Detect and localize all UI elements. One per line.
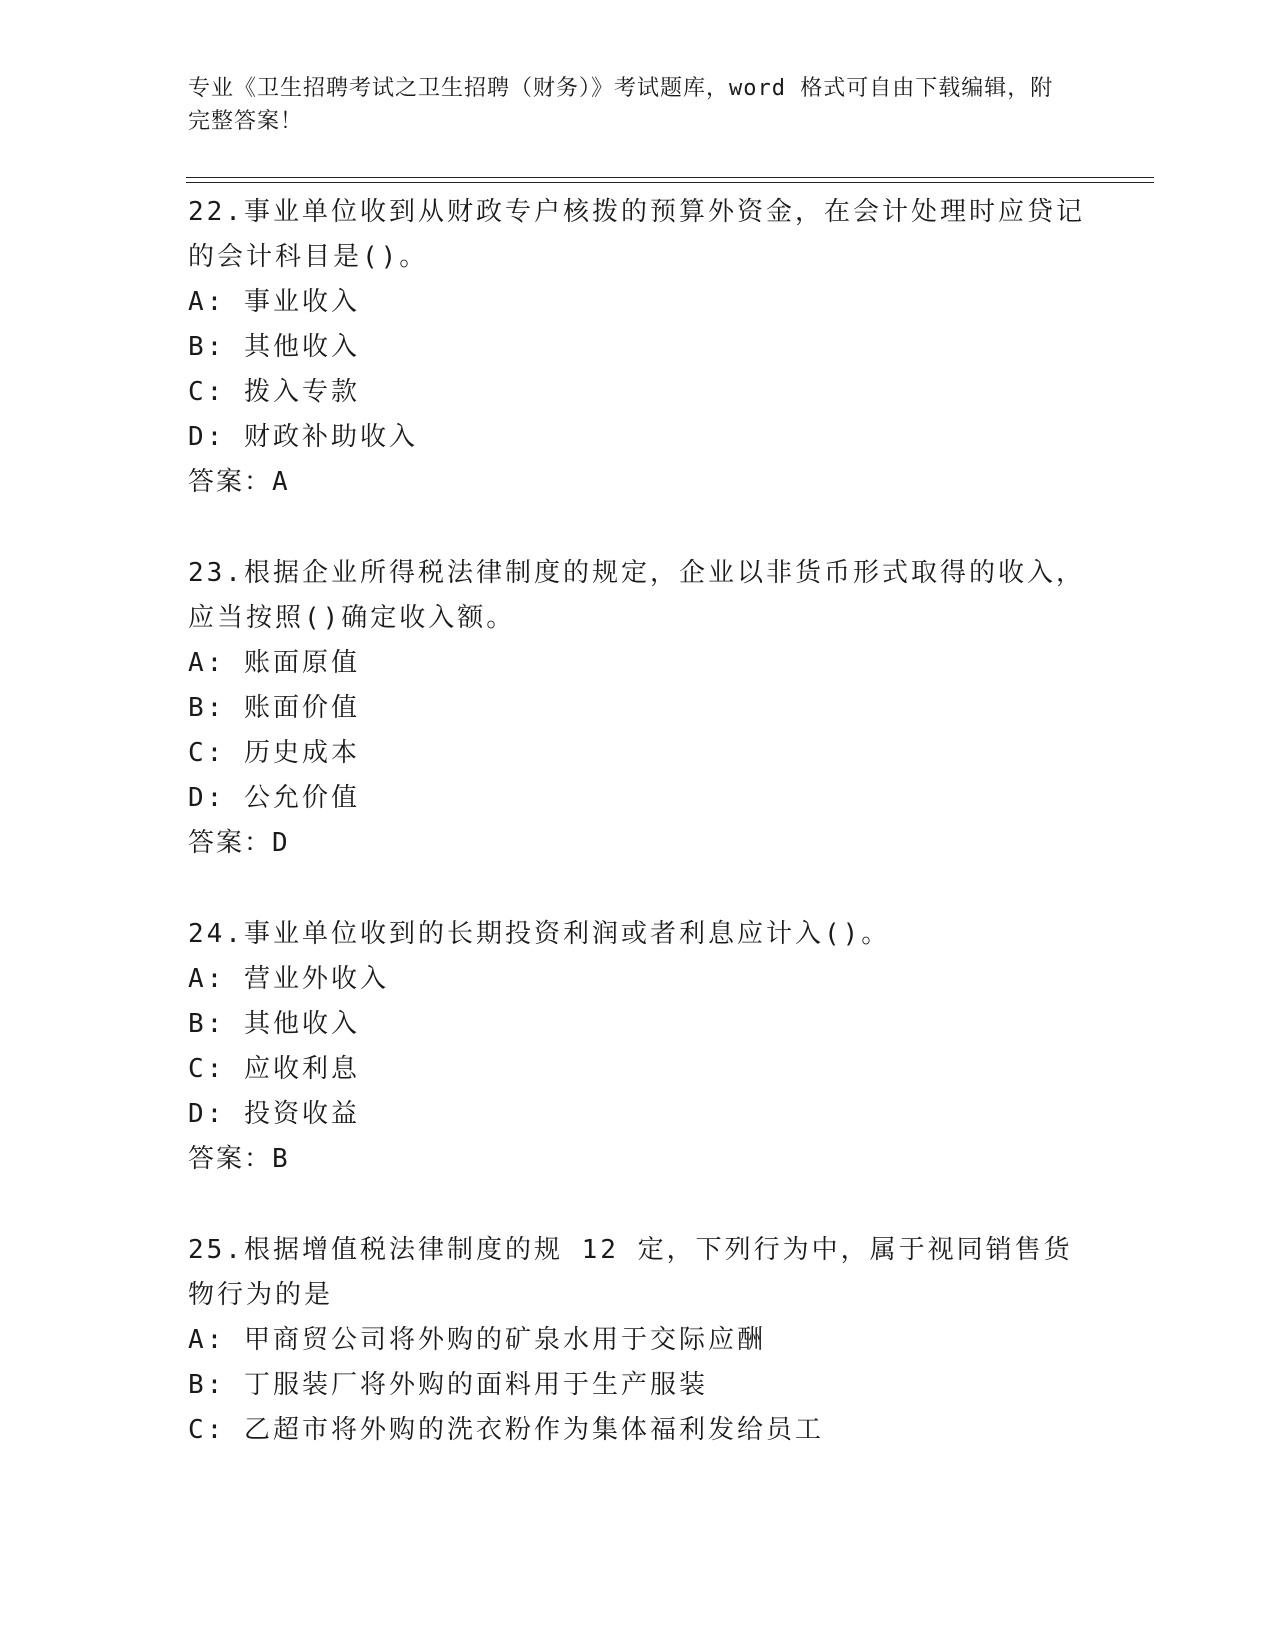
option-a: A: 营业外收入 — [188, 964, 389, 994]
answer-label: 答案： — [188, 1144, 273, 1174]
answer-line — [188, 460, 1088, 505]
question-text: 23.根据企业所得税法律制度的规定，企业以非货币形式取得的收入，应当按照()确定收入额。 — [188, 558, 1085, 633]
answer-value: D — [272, 828, 289, 858]
option-c: C: 拨入专款 — [188, 377, 360, 407]
option-d: D: 财政补助收入 — [188, 422, 418, 452]
question-text: 22.事业单位收到从财政专户核拨的预算外资金，在会计处理时应贷记的会计科目是()。 — [188, 197, 1085, 272]
header-divider-secondary — [186, 182, 1154, 183]
option-a: A: 账面原值 — [188, 648, 360, 678]
question-24 — [188, 912, 1088, 1182]
page-header: 专业《卫生招聘考试之卫生招聘（财务）》考试题库，word 格式可自由下载编辑，附完整答案！ — [188, 76, 1054, 134]
option-c: C: 历史成本 — [188, 738, 360, 768]
option-b: B: 其他收入 — [188, 332, 360, 362]
answer-label: 答案： — [188, 828, 273, 858]
answer-value: A — [272, 467, 289, 497]
option-b: B: 账面价值 — [188, 693, 360, 723]
answer-line — [188, 821, 1088, 866]
header-divider — [186, 177, 1154, 178]
option-b: B: 丁服装厂将外购的面料用于生产服装 — [188, 1370, 708, 1400]
option-a: A: 甲商贸公司将外购的矿泉水用于交际应酬 — [188, 1325, 766, 1355]
option-d: D: 公允价值 — [188, 783, 360, 813]
answer-line — [188, 1137, 1088, 1182]
question-list — [188, 190, 1088, 1499]
option-b: B: 其他收入 — [188, 1009, 360, 1039]
option-d: D: 投资收益 — [188, 1099, 360, 1129]
question-25 — [188, 1228, 1088, 1453]
question-23 — [188, 551, 1088, 866]
answer-value: B — [272, 1144, 289, 1174]
answer-label: 答案： — [188, 467, 273, 497]
question-text: 25.根据增值税法律制度的规 12 定，下列行为中，属于视同销售货物行为的是 — [188, 1235, 1073, 1310]
option-c: C: 乙超市将外购的洗衣粉作为集体福利发给员工 — [188, 1415, 824, 1445]
question-text: 24.事业单位收到的长期投资利润或者利息应计入()。 — [188, 919, 891, 949]
option-a: A: 事业收入 — [188, 287, 360, 317]
question-22 — [188, 190, 1088, 505]
option-c: C: 应收利息 — [188, 1054, 360, 1084]
